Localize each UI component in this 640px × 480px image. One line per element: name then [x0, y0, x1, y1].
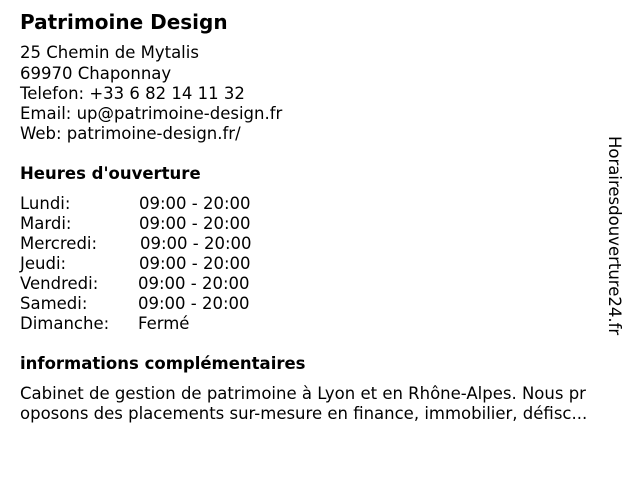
site-watermark-text: Horairesdouverture24.fr: [605, 136, 624, 336]
description-line-1: Cabinet de gestion de patrimoine à Lyon et en Rhône-Alpes. Nous pr: [20, 384, 586, 403]
hours-day-label: Samedi:: [20, 294, 88, 313]
hours-day-label: Jeudi:: [20, 254, 67, 273]
hours-row-mercredi: [20, 234, 340, 254]
hours-day-label: Vendredi:: [20, 274, 99, 293]
phone-text: Telefon: +33 6 82 14 11 32: [20, 84, 245, 103]
hours-day-label: Mardi:: [20, 214, 72, 233]
hours-day-label: Lundi:: [20, 194, 71, 213]
hours-row-vendredi: [20, 274, 340, 294]
web-text: Web: patrimoine-design.fr/: [20, 124, 241, 143]
address-city: 69970 Chaponnay: [20, 64, 172, 83]
hours-row-mardi: [20, 214, 340, 234]
hours-row-lundi: [20, 194, 340, 214]
hours-time-value: 09:00 - 20:00: [139, 214, 251, 233]
hours-row-samedi: [20, 294, 340, 314]
hours-day-label: Dimanche:: [20, 314, 110, 333]
hours-row-dimanche: [20, 314, 340, 334]
hours-row-jeudi: [20, 254, 340, 274]
hours-time-value: 09:00 - 20:00: [138, 294, 250, 313]
email-text: Email: up@patrimoine-design.fr: [20, 104, 283, 123]
address-street: 25 Chemin de Mytalis: [20, 43, 199, 62]
additional-info-heading: informations complémentaires: [20, 354, 306, 373]
hours-time-value: Fermé: [138, 314, 190, 333]
hours-day-label: Mercredi:: [20, 234, 98, 253]
hours-time-value: 09:00 - 20:00: [139, 194, 251, 213]
description-line-2: oposons des placements sur-mesure en finance, immobilier, défisc...: [20, 404, 588, 423]
hours-time-value: 09:00 - 20:00: [139, 254, 251, 273]
business-name: Patrimoine Design: [20, 10, 228, 34]
opening-hours-heading: Heures d'ouverture: [20, 164, 201, 183]
hours-time-value: 09:00 - 20:00: [140, 234, 252, 253]
hours-time-value: 09:00 - 20:00: [138, 274, 250, 293]
